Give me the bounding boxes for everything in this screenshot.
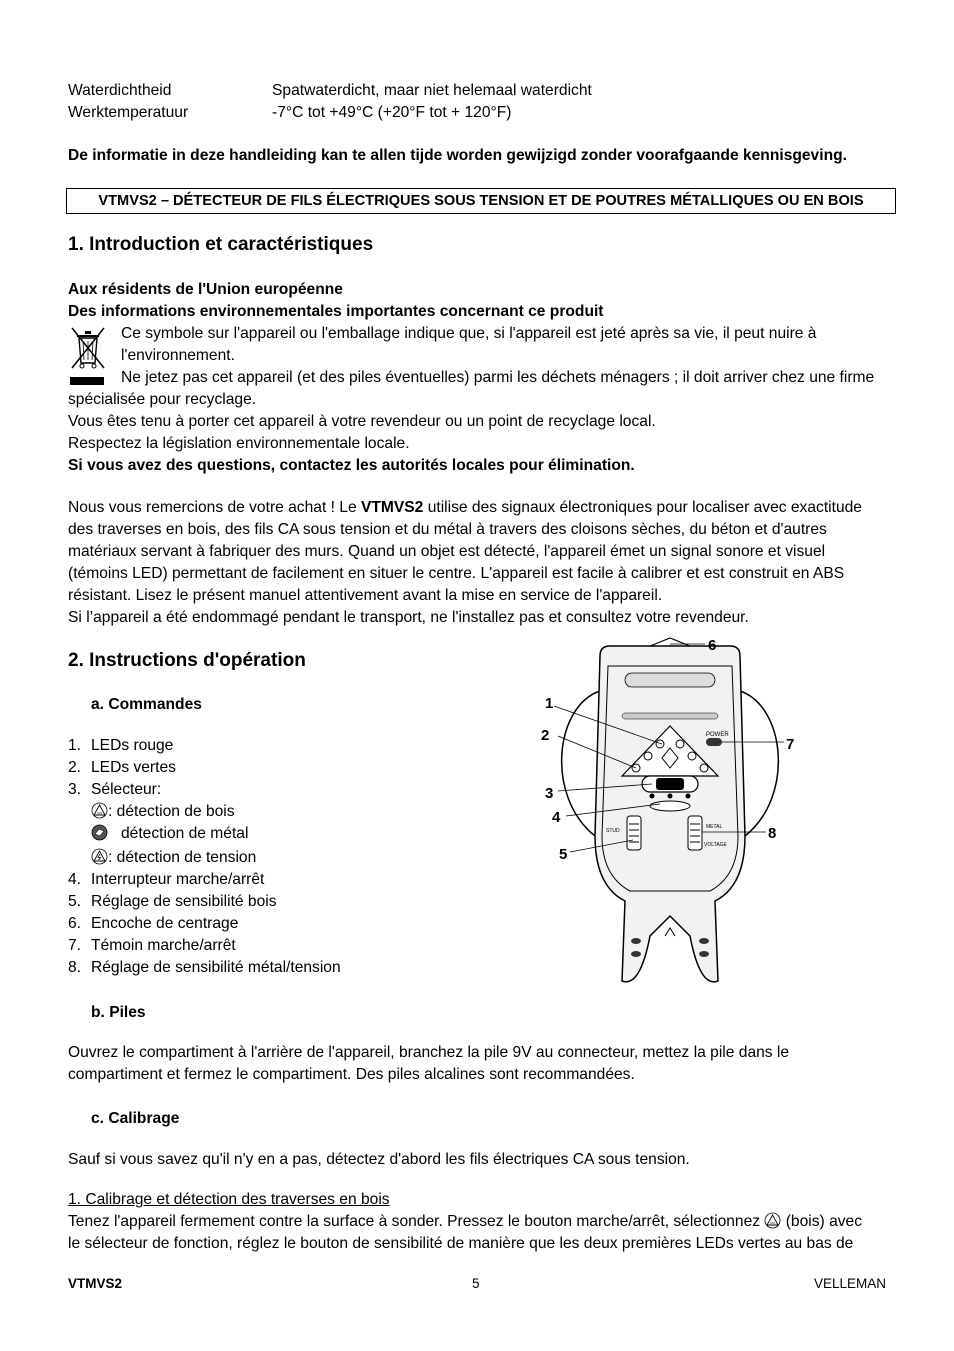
diagram-label-8: 8 bbox=[768, 825, 777, 842]
intro-line-4: (témoins LED) permettant de facilement en situer le centre. L'appareil est facile à calibrer et est construit en ABS bbox=[68, 565, 845, 582]
item-text: Sélecteur: bbox=[91, 781, 162, 798]
notice: De informatie in deze handleiding kan te allen tijde worden gewijzigd zonder voorafgaande kennisgeving. bbox=[68, 147, 847, 164]
intro-line-3: matériaux servant à fabriquer des murs. Quand un objet est détecté, l'appareil émet un signal sonore et visuel bbox=[68, 543, 826, 560]
calibration-intro: Sauf si vous savez qu'il n'y en a pas, détectez d'abord les fils électriques CA sous tension. bbox=[68, 1151, 690, 1168]
intro-text: Nous vous remercions de votre achat ! Le bbox=[68, 499, 361, 516]
item-text: Interrupteur marche/arrêt bbox=[91, 871, 265, 888]
item-text: Témoin marche/arrêt bbox=[91, 937, 236, 954]
weee-bin-icon bbox=[68, 325, 108, 387]
item-text: LEDs vertes bbox=[91, 759, 176, 776]
wood-mode-icon bbox=[764, 1212, 781, 1229]
item-number: 1. bbox=[68, 737, 82, 754]
weee-text-7: Si vous avez des questions, contactez les autorités locales pour élimination. bbox=[68, 457, 635, 474]
list-item bbox=[68, 957, 538, 979]
selector-mode-metal bbox=[68, 823, 538, 847]
mode-text: : détection de bois bbox=[108, 803, 235, 820]
weee-text-5: Vous êtes tenu à porter cet appareil à votre revendeur ou un point de recyclage local. bbox=[68, 413, 656, 430]
item-text: Réglage de sensibilité métal/tension bbox=[91, 959, 341, 976]
item-number: 2. bbox=[68, 759, 82, 776]
list-item bbox=[68, 779, 538, 801]
calib-text: Tenez l'appareil fermement contre la surface à sonder. Pressez le bouton marche/arrêt, sélectionnez bbox=[68, 1213, 765, 1230]
voltage-label: VOLTAGE bbox=[704, 842, 727, 848]
spec-label: Werktemperatuur bbox=[68, 104, 189, 121]
diagram-label-5: 5 bbox=[559, 846, 568, 863]
intro-line-2: des traverses en bois, des fils CA sous tension et du métal à travers des cloisons sèches, du béton et d'autres bbox=[68, 521, 827, 538]
item-number: 5. bbox=[68, 893, 82, 910]
item-text: Encoche de centrage bbox=[91, 915, 239, 932]
wood-mode-icon bbox=[91, 802, 108, 819]
batteries-line-1: Ouvrez le compartiment à l'arrière de l'appareil, branchez la pile 9V au connecteur, mettez la pile dans le bbox=[68, 1044, 790, 1061]
batteries-line-2: compartiment et fermez le compartiment. Des piles alcalines sont recommandées. bbox=[68, 1066, 635, 1083]
spec-value: -7°C tot +49°C (+20°F tot + 120°F) bbox=[272, 104, 512, 121]
footer-brand: VELLEMAN bbox=[813, 1276, 886, 1291]
stud-label: STUD bbox=[606, 828, 620, 834]
metal-mode-icon bbox=[91, 824, 108, 841]
item-number: 7. bbox=[68, 937, 82, 954]
voltage-mode-icon bbox=[91, 848, 108, 865]
device-diagram bbox=[540, 636, 800, 990]
weee-text-1: Ce symbole sur l'appareil ou l'emballage indique que, si l'appareil est jeté après sa vie, il peut nuire à bbox=[121, 325, 817, 342]
diagram-label-4: 4 bbox=[552, 809, 561, 826]
mode-text: : détection de tension bbox=[108, 849, 257, 866]
item-number: 8. bbox=[68, 959, 82, 976]
diagram-label-2: 2 bbox=[541, 727, 550, 744]
power-label: POWER bbox=[706, 732, 729, 738]
subheading-commands: a. Commandes bbox=[91, 696, 202, 713]
footer-model: VTMVS2 bbox=[68, 1276, 123, 1291]
diagram-label-6: 6 bbox=[708, 637, 717, 654]
diagram-label-7: 7 bbox=[786, 736, 795, 753]
subheading-batteries: b. Piles bbox=[91, 1004, 146, 1021]
weee-text-3: Ne jetez pas cet appareil (et des piles éventuelles) parmi les déchets ménagers ; il doit arriver chez une firme bbox=[121, 369, 875, 386]
controls-list bbox=[68, 735, 538, 979]
metal-label: METAL bbox=[706, 824, 723, 830]
item-text: LEDs rouge bbox=[91, 737, 174, 754]
intro-text: utilise des signaux électroniques pour localiser avec exactitude bbox=[423, 499, 862, 516]
calib-text: (bois) avec bbox=[781, 1213, 863, 1230]
weee-text-2: l'environnement. bbox=[121, 347, 235, 364]
spec-label: Waterdichtheid bbox=[68, 82, 172, 99]
item-text: Réglage de sensibilité bois bbox=[91, 893, 277, 910]
list-item bbox=[68, 935, 538, 957]
list-item bbox=[68, 757, 538, 779]
footer-page-number: 5 bbox=[472, 1276, 480, 1291]
eu-residents-heading: Aux résidents de l'Union européenne bbox=[68, 281, 343, 298]
item-number: 6. bbox=[68, 915, 82, 932]
intro-line-5: résistant. Lisez le présent manuel attentivement avant la mise en service de l'appareil. bbox=[68, 587, 663, 604]
item-number: 3. bbox=[68, 781, 82, 798]
spec-value: Spatwaterdicht, maar niet helemaal waterdicht bbox=[272, 82, 592, 99]
section-heading-operation: 2. Instructions d'opération bbox=[68, 650, 306, 671]
calibration-line-2: le sélecteur de fonction, réglez le bouton de sensibilité de manière que les deux premières LEDs vertes au bas de bbox=[68, 1235, 854, 1252]
product-name: VTMVS2 bbox=[360, 499, 424, 516]
list-item bbox=[68, 869, 538, 891]
calibration-line-1 bbox=[68, 1211, 898, 1233]
env-info-heading: Des informations environnementales importantes concernant ce produit bbox=[68, 303, 604, 320]
section-heading-intro: 1. Introduction et caractéristiques bbox=[68, 234, 374, 255]
subheading-calibration: c. Calibrage bbox=[91, 1110, 180, 1127]
selector-mode-wood bbox=[68, 801, 538, 823]
diagram-label-3: 3 bbox=[545, 785, 554, 802]
list-item bbox=[68, 913, 538, 935]
selector-mode-voltage bbox=[68, 847, 538, 869]
intro-line-6: Si l’appareil a été endommagé pendant le transport, ne l'installez pas et consultez votre revendeur. bbox=[68, 609, 749, 626]
document-title: VTMVS2 – DÉTECTEUR DE FILS ÉLECTRIQUES SOUS TENSION ET DE POUTRES MÉTALLIQUES OU EN BOIS bbox=[66, 188, 896, 214]
list-item bbox=[68, 891, 538, 913]
item-number: 4. bbox=[68, 871, 82, 888]
intro-line-1 bbox=[68, 497, 898, 519]
weee-text-4: spécialisée pour recyclage. bbox=[68, 391, 257, 408]
weee-text-6: Respectez la législation environnementale locale. bbox=[68, 435, 410, 452]
diagram-label-1: 1 bbox=[545, 695, 554, 712]
list-item bbox=[68, 735, 538, 757]
calibration-subheading: 1. Calibrage et détection des traverses en bois bbox=[68, 1191, 390, 1208]
mode-text: détection de métal bbox=[108, 825, 249, 842]
